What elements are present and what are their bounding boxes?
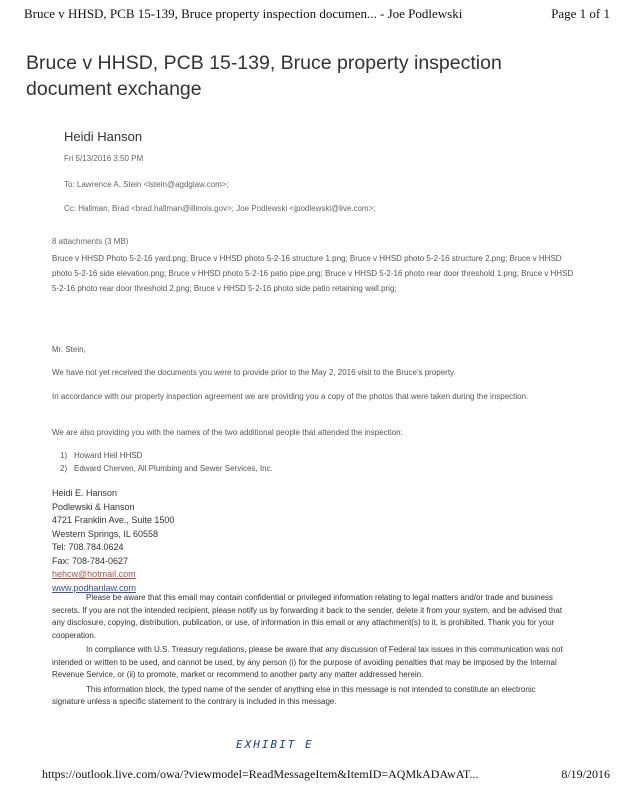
body-paragraph-1: We have not yet received the documents you were to provide prior to the May 2, 2016 visit to the Bruce's property.: [52, 368, 456, 377]
sent-date: Fri 5/13/2016 3:50 PM: [64, 154, 144, 163]
body-paragraph-2: In accordance with our property inspection agreement we are providing you a copy of the photos that were taken during the inspection.: [52, 392, 529, 401]
print-footer-date: 8/19/2016: [561, 767, 610, 781]
attachments-list[interactable]: Bruce v HHSD Photo 5-2-16 yard.png; Bruce v HHSD photo 5-2-16 structure 1.png; Bruce v HHSD photo 5-2-16 structure 2.png; Bruce v HHSD photo 5-2-16 side elevation.png; Bruce v HHSD photo 5-2-16 patio pipe.png; Bruce v HHSD 5-2-16 photo rear door threshold 1.png; Bruce v HHSD 5-2-16 photo rear door threshold 2.png; Bruce v HHSD 5-2-16 photo side patio retaining wall.png;: [52, 254, 574, 293]
print-footer-url: https://outlook.live.com/owa/?viewmodel=ReadMessageItem&ItemID=AQMkADAwAT...: [42, 767, 479, 781]
list-item: [60, 449, 273, 462]
attachments-header[interactable]: 8 attachments (3 MB): [52, 237, 129, 246]
disclaimer-paragraph-1: Please be aware that this email may contain confidential or privileged information relating to legal matters and/or trade and business secrets. If you are not the intended recipient, please notify us by forwarding it back to the sender, delete it from your system, and be advised that any disclosure, copying, distribution, publication, or use, of information in this email or any attachment(s) to it, is prohibited. Thank you for your cooperation.: [52, 593, 563, 640]
exhibit-stamp: EXHIBIT E: [236, 738, 314, 751]
signature-website-link[interactable]: www.podhanlaw.com: [52, 582, 137, 593]
print-header: [24, 6, 610, 24]
email-subject: Bruce v HHSD, PCB 15-139, Bruce property inspection document exchange: [26, 52, 502, 100]
signature-block: [52, 487, 352, 595]
signature-firm: Podlewski & Hanson: [52, 501, 135, 512]
signature-email-link[interactable]: hehcw@hotmail.com: [52, 569, 136, 579]
attendee-list: [60, 449, 273, 475]
disclaimer-paragraph-3: This information block, the typed name of the sender of anything else in this message is not intended to constitute an electronic signature unless a specific statement to the contrary is included in this message.: [52, 684, 536, 706]
list-item: [60, 462, 273, 475]
signature-name: Heidi E. Hanson: [52, 488, 118, 498]
greeting: Mr. Stein,: [52, 345, 86, 354]
signature-tel: Tel: 708.784.0624: [52, 542, 124, 552]
body-paragraph-3: We are also providing you with the names of the two additional people that attended the inspection:: [52, 428, 403, 437]
disclaimer: [52, 592, 564, 711]
list-item-number: 2): [60, 464, 68, 473]
sender-name[interactable]: Heidi Hanson: [64, 129, 143, 144]
print-page-title: Bruce v HHSD, PCB 15-139, Bruce property inspection documen... - Joe Podlewski: [24, 6, 463, 21]
print-page-number: Page 1 of 1: [551, 6, 610, 21]
disclaimer-paragraph-2: In compliance with U.S. Treasury regulations, please be aware that any discussion of Federal tax issues in this communication was not intended or written to be used, and cannot be used, by any person (i) for the purpose of avoiding penalties that may be imposed by the Internal Revenue Service, or (ii) to promote, market or recommend to another party any matter addressed herein.: [52, 645, 563, 679]
list-item-text: Edward Cherven, All Plumbing and Sewer Services, Inc.: [74, 464, 273, 473]
list-item-text: Howard Heil HHSD: [74, 451, 143, 460]
signature-street: 4721 Franklin Ave., Suite 1500: [52, 515, 175, 525]
list-item-number: 1): [60, 451, 68, 460]
signature-fax: Fax: 708-784-0627: [52, 555, 129, 566]
signature-city: Western Springs, IL 60558: [52, 528, 159, 539]
to-recipients: To: Lawrence A. Stein <lstein@agdglaw.com>;: [64, 180, 229, 189]
cc-recipients: Cc: Hallman, Brad <brad.hallman@illinois.gov>; Joe Podlewski <jpodlewski@live.com>;: [64, 204, 376, 213]
print-footer: [42, 767, 610, 785]
